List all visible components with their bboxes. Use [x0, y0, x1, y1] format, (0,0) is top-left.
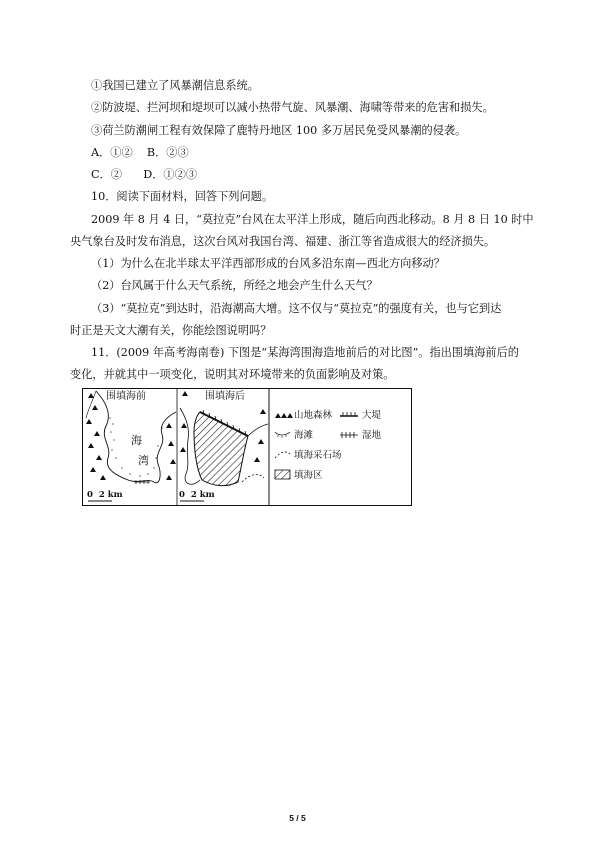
question-11-line-1: 11．(2009 年高考海南卷) 下图是“某海湾围海造地前后的对比图”。指出围填海前后的 — [91, 346, 519, 359]
legend-beach-label: 海滩 — [294, 430, 314, 441]
bay-label-2: 湾 — [138, 454, 149, 467]
legend-wetland-icon — [340, 432, 358, 438]
page-number: 5 / 5 — [289, 813, 306, 823]
option-row-1: A．①② B．②③ — [91, 146, 189, 159]
sub-question-3-line-2: 时正是天文大潮有关，你能绘图说明吗？ — [70, 324, 272, 337]
bay-label-1: 海 — [131, 434, 142, 447]
legend-fill-area-icon — [275, 470, 290, 479]
legend — [275, 409, 382, 481]
material-line-2: 央气象台及时发布消息，这次台风对我国台湾、福建、浙江等省造成很大的经济损失。 — [70, 235, 496, 248]
option-row-2: C．② D．①②③ — [91, 168, 197, 181]
legend-forest-label: 山地森林 — [294, 410, 333, 421]
scale-bar-left: 0 2 km — [87, 490, 123, 500]
question-11-line-2: 变化，并就其中一项变化，说明其对环境带来的负面影响及对策。 — [70, 368, 395, 381]
material-line-1: 2009 年 8 月 4 日，“莫拉克”台风在太平洋上形成，随后向西北移动。8 月 8 日 10 时中 — [91, 213, 534, 226]
statement-1: ①我国已建立了风暴潮信息系统。 — [91, 79, 259, 92]
legend-quarry-label: 填海采石场 — [294, 450, 342, 461]
question-10-title: 10．阅读下面材料，回答下列问题。 — [91, 190, 274, 203]
scale-bar-right: 0 2 km — [179, 490, 215, 500]
statement-3: ③荷兰防潮闸工程有效保障了鹿特丹地区 100 多万居民免受风暴潮的侵袭。 — [91, 124, 467, 137]
statement-2: ②防波堤、拦河坝和堤坝可以减小热带气旋、风暴潮、海啸等带来的危害和损失。 — [91, 101, 494, 114]
panel-before-title: 围填海前 — [106, 391, 146, 402]
bay-comparison-figure — [82, 388, 412, 506]
sub-question-1: （1）为什么在北半球太平洋西部形成的台风多沿东南—西北方向移动？ — [91, 257, 445, 270]
panel-before — [86, 389, 176, 501]
legend-dam-icon — [340, 412, 358, 416]
panel-after — [179, 389, 268, 501]
legend-dam-label: 大堤 — [362, 410, 382, 421]
panel-after-title: 围填海后 — [205, 391, 245, 402]
legend-fill-area-label: 填海区 — [294, 470, 323, 481]
sub-question-2: （2）台风属于什么天气系统，所经之地会产生什么天气？ — [91, 279, 378, 292]
legend-wetland-label: 湿地 — [362, 430, 382, 441]
legend-forest-icon — [275, 413, 293, 418]
sub-question-3-line-1: （3）“莫拉克”到达时，沿海潮高大增。这不仅与“莫拉克”的强度有关，也与它到达 — [91, 302, 502, 315]
legend-quarry-icon — [275, 452, 290, 458]
legend-beach-icon — [275, 432, 290, 438]
